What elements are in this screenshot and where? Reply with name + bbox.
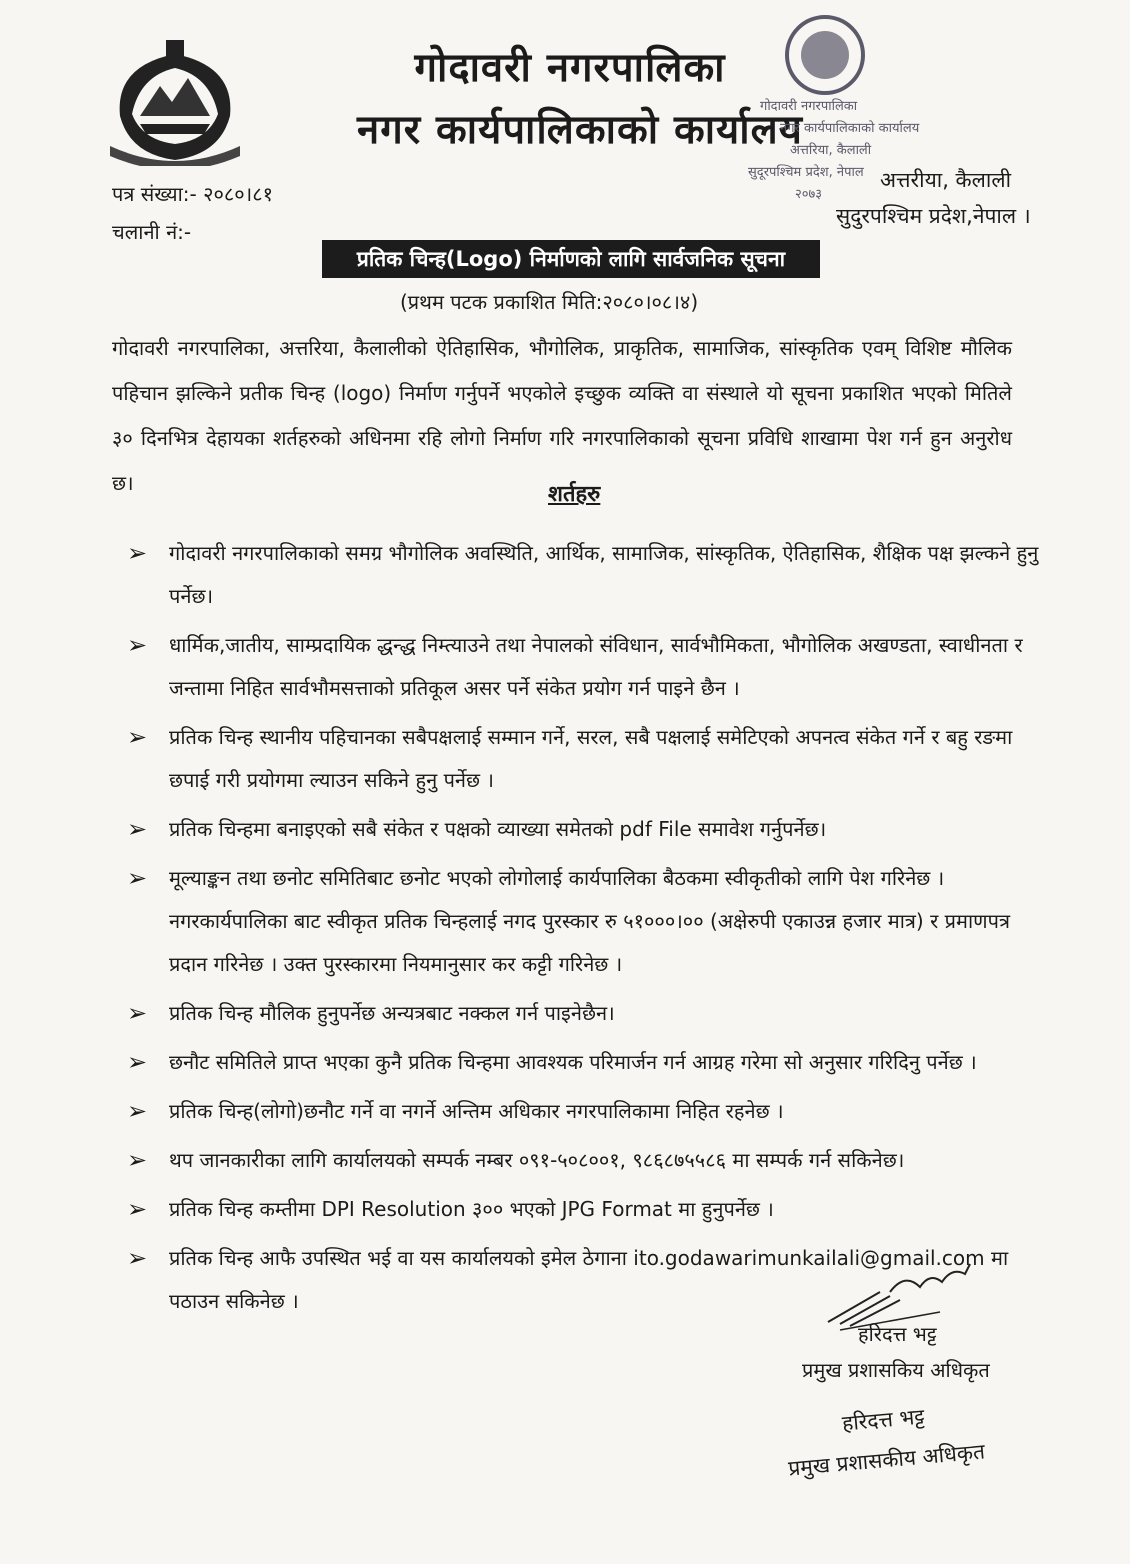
notice-title: प्रतिक चिन्ह(Logo) निर्माणको लागि सार्वजनिक सूचना xyxy=(322,240,820,278)
term-text: थप जानकारीका लागि कार्यालयको सम्पर्क नम्बर ०९१-५०८००१, ९८६८७५५८६ मा सम्पर्क गर्न सकिनेछ। xyxy=(169,1148,905,1172)
dispatch-number: चलानी नं:- xyxy=(112,220,192,244)
term-item xyxy=(125,624,1045,710)
arrow-right-icon: ➢ xyxy=(127,539,148,567)
letter-number: पत्र संख्या:- २०८०।८१ xyxy=(112,182,274,206)
arrow-right-icon: ➢ xyxy=(127,1048,148,1076)
term-item xyxy=(125,992,1045,1035)
term-item xyxy=(125,716,1045,802)
term-text: धार्मिक,जातीय, साम्प्रदायिक द्धन्द्ध निम्त्याउने तथा नेपालको संविधान, सार्वभौमिकता, भौगोलिक अखण्डता, स्वाधीनता र जन्तामा निहित सार्वभौमसत्ताको प्रतिकूल असर पर्ने संकेत प्रयोग गर्न पाइने छैन । xyxy=(169,633,1023,700)
term-item xyxy=(125,1041,1045,1084)
term-item xyxy=(125,532,1045,618)
published-date: (प्रथम पटक प्रकाशित मिति:२०८०।०८।४) xyxy=(400,290,699,314)
term-text: प्रतिक चिन्ह कम्तीमा DPI Resolution ३०० भएको JPG Format मा हुनुपर्नेछ । xyxy=(169,1197,774,1221)
signatory-name: हरिदत्त भट्ट xyxy=(858,1322,937,1346)
arrow-right-icon: ➢ xyxy=(127,999,148,1027)
intro-paragraph: गोदावरी नगरपालिका, अत्तरिया, कैलालीको ऐतिहासिक, भौगोलिक, प्राकृतिक, सामाजिक, सांस्कृतिक एवम् विशिष्ट मौलिक पहिचान झल्किने प्रतीक चिन्ह (logo) निर्माण गर्नुपर्ने भएकोले इच्छुक व्यक्ति वा संस्थाले यो सूचना प्रकाशित भएको मितिले ३० दिनभित्र देहायका शर्तहरुको अधिनमा रहि लोगो निर्माण गरि नगरपालिकाको सूचना प्रविधि शाखामा पेश गर्न हुन अनुरोध छ। xyxy=(112,336,1012,495)
office-title-line1: गोदावरी नगरपालिका xyxy=(414,45,726,91)
term-text: प्रतिक चिन्ह(लोगो)छनौट गर्ने वा नगर्ने अन्तिम अधिकार नगरपालिकामा निहित रहनेछ । xyxy=(169,1099,784,1123)
term-text: प्रतिक चिन्ह स्थानीय पहिचानका सबैपक्षलाई सम्मान गर्ने, सरल, सबै पक्षलाई समेटिएको अपनत्व संकेत गर्ने र बहु रङमा छपाई गरी प्रयोगमा ल्याउन सकिने हुनु पर्नेछ । xyxy=(169,725,1013,792)
arrow-right-icon: ➢ xyxy=(127,815,148,843)
nepal-emblem-icon xyxy=(100,36,250,166)
terms-list xyxy=(125,532,1045,1329)
arrow-right-icon: ➢ xyxy=(127,1195,148,1223)
arrow-right-icon: ➢ xyxy=(127,631,148,659)
term-item xyxy=(125,1090,1045,1133)
arrow-right-icon: ➢ xyxy=(127,1097,148,1125)
address-line2: सुदुरपश्चिम प्रदेश,नेपाल । xyxy=(836,204,1031,228)
term-item xyxy=(125,857,1045,986)
terms-heading: शर्तहरु xyxy=(548,482,601,507)
term-text: छनौट समितिले प्राप्त भएका कुनै प्रतिक चिन्हमा आवश्यक परिमार्जन गर्न आग्रह गरेमा सो अनुसार गरिदिनु पर्नेछ । xyxy=(169,1050,977,1074)
stamp-text-1: गोदावरी नगरपालिका xyxy=(760,99,858,114)
term-text: मूल्याङ्कन तथा छनोट समितिबाट छनोट भएको लोगोलाई कार्यपालिका बैठकमा स्वीकृतीको लागि पेश गरिनेछ । नगरकार्यपालिका बाट स्वीकृत प्रतिक चिन्हलाई नगद पुरस्कार रु ५१०००।०० (अक्षेरुपी एकाउन्न हजार मात्र) र प्रमाणपत्र प्रदान गरिनेछ । उक्त पुरस्कारमा नियमानुसार कर कट्टी गरिनेछ । xyxy=(169,866,1010,976)
term-text: प्रतिक चिन्हमा बनाइएको सबै संकेत र पक्षको व्याख्या समेतको pdf File समावेश गर्नुपर्नेछ। xyxy=(169,817,827,841)
stamp-text-4: सुदूरपश्चिम प्रदेश, नेपाल xyxy=(748,165,864,180)
stamp-text-3: अत्तरिया, कैलाली xyxy=(790,143,872,158)
stamp-signatory-name: हरिदत्त भट्ट xyxy=(841,1404,926,1436)
stamp-year: २०७३ xyxy=(795,187,823,202)
address-line1: अत्तरीया, कैलाली xyxy=(880,168,1012,192)
office-title-line2: नगर कार्यपालिकाको कार्यालय xyxy=(357,107,803,153)
stamp-signatory-designation: प्रमुख प्रशासकीय अधिकृत xyxy=(787,1439,986,1481)
stamp-text-2: नगर कार्यपालिकाको कार्यालय xyxy=(780,121,920,136)
arrow-right-icon: ➢ xyxy=(127,1244,148,1272)
arrow-right-icon: ➢ xyxy=(127,864,148,892)
arrow-right-icon: ➢ xyxy=(127,1146,148,1174)
arrow-right-icon: ➢ xyxy=(127,723,148,751)
term-text: प्रतिक चिन्ह आफै उपस्थित भई वा यस कार्यालयको इमेल ठेगाना ito.godawarimunkailali@gmail.com मा पठाउन सकिनेछ । xyxy=(169,1246,1009,1313)
term-text: गोदावरी नगरपालिकाको समग्र भौगोलिक अवस्थिति, आर्थिक, सामाजिक, सांस्कृतिक, ऐतिहासिक, शैक्षिक पक्ष झल्कने हुनु पर्नेछ। xyxy=(169,541,1039,608)
signatory-designation: प्रमुख प्रशासकिय अधिकृत xyxy=(802,1358,990,1382)
term-item xyxy=(125,1139,1045,1182)
term-item xyxy=(125,808,1045,851)
term-item xyxy=(125,1188,1045,1231)
term-text: प्रतिक चिन्ह मौलिक हुनुपर्नेछ अन्यत्रबाट नक्कल गर्न पाइनेछैन। xyxy=(169,1001,615,1025)
